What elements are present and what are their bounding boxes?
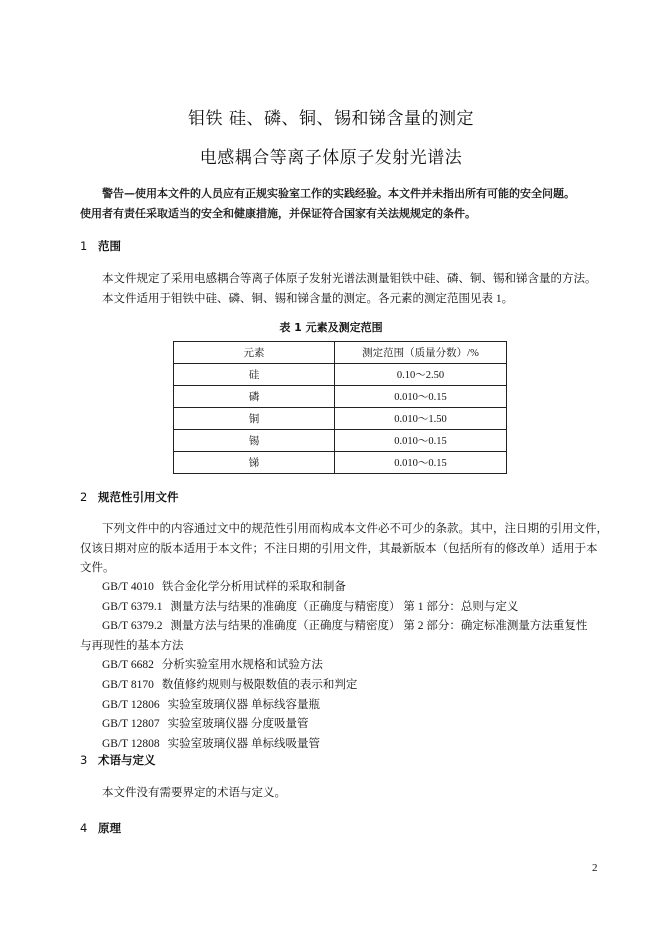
terms-text: 本文件没有需要界定的术语与定义。 [102, 787, 286, 799]
reference-title: 分析实验室用水规格和试验方法 [161, 659, 323, 672]
intro-line2: 仅该日期对应的版本适用于本文件；不注日期的引用文件，其最新版本（包括所有的修改单）适用于本 [80, 542, 598, 555]
reference-list [80, 578, 620, 754]
warning-line2: 使用者有责任采取适当的安全和健康措施，并保证符合国家有关法规规定的条件。 [80, 207, 476, 220]
table-caption: 表 1 元素及测定范围 [279, 321, 383, 334]
column-header-element: 元素 [174, 342, 335, 364]
table-row [174, 386, 507, 408]
range-cell: 0.010～0.15 [335, 386, 507, 408]
reference-title: 测量方法与结果的准确度（正确度与精密度） 第 2 部分：确定标准测量方法重复性 [170, 620, 588, 633]
range-cell: 0.10～2.50 [335, 364, 507, 386]
element-range-table [173, 341, 507, 474]
section-title: 规范性引用文件 [98, 490, 179, 504]
reference-item [80, 617, 620, 637]
reference-code: GB/T 12808 [102, 737, 160, 750]
table-row [174, 408, 507, 430]
reference-code: GB/T 6379.1 [102, 600, 163, 613]
reference-title: 实验室玻璃仪器 单标线吸量管 [167, 737, 320, 750]
reference-code: GB/T 6682 [102, 659, 154, 672]
document-title-line1: 钼铁 硅、磷、铜、锡和锑含量的测定 [188, 109, 474, 129]
intro-line1: 下列文件中的内容通过文中的规范性引用而构成本文件必不可少的条款。其中，注日期的引用文件， [102, 523, 608, 535]
reference-item [80, 656, 620, 676]
table-row [174, 430, 507, 452]
section-number: 4 [80, 821, 88, 835]
table-row [174, 452, 507, 474]
section-heading-principle [80, 820, 121, 836]
section-title: 原理 [98, 821, 121, 835]
section-number: 1 [80, 239, 88, 253]
range-cell: 0.010～1.50 [335, 408, 507, 430]
column-header-range: 测定范围（质量分数）/% [335, 342, 507, 364]
reference-item [80, 696, 620, 716]
reference-code: GB/T 4010 [102, 581, 154, 593]
section-heading-scope [80, 238, 121, 254]
table-row [174, 364, 507, 386]
warning-line1: 警告—使用本文件的人员应有正规实验室工作的实践经验。本文件并未指出所有可能的安全问题。 [102, 187, 575, 200]
normative-intro [80, 520, 610, 579]
reference-item [80, 598, 620, 618]
reference-code: GB/T 6379.2 [102, 620, 163, 633]
section-number: 3 [80, 753, 88, 767]
reference-title: 实验室玻璃仪器 单标线容量瓶 [167, 698, 320, 711]
reference-item [80, 578, 620, 598]
element-cell: 锑 [174, 452, 335, 474]
reference-title: 数值修约规则与极限数值的表示和判定 [161, 678, 358, 691]
section-title: 术语与定义 [98, 753, 156, 767]
element-cell: 铜 [174, 408, 335, 430]
section-number: 2 [80, 490, 88, 504]
section-title: 范围 [98, 239, 121, 253]
reference-item [80, 676, 620, 696]
terms-paragraph [80, 784, 610, 804]
element-cell: 磷 [174, 386, 335, 408]
element-cell: 硅 [174, 364, 335, 386]
reference-code: GB/T 12806 [102, 698, 160, 711]
element-cell: 锡 [174, 430, 335, 452]
reference-item [80, 715, 620, 735]
scope-line1: 本文件规定了采用电感耦合等离子体原子发射光谱法测量钼铁中硅、磷、铜、锡和锑含量的方法。 [102, 273, 597, 285]
reference-title: 测量方法与结果的准确度（正确度与精密度） 第 1 部分：总则与定义 [170, 600, 519, 613]
reference-continuation: 与再现性的基本方法 [80, 639, 184, 652]
range-cell: 0.010～0.15 [335, 452, 507, 474]
intro-line3: 文件。 [80, 562, 115, 574]
safety-warning [80, 184, 620, 224]
range-cell: 0.010～0.15 [335, 430, 507, 452]
reference-code: GB/T 8170 [102, 678, 154, 691]
reference-title: 实验室玻璃仪器 分度吸量管 [167, 718, 309, 731]
scope-paragraph [80, 270, 610, 309]
section-heading-terms [80, 752, 156, 768]
reference-code: GB/T 12807 [102, 718, 160, 731]
reference-item [80, 735, 620, 755]
table-header-row [174, 342, 507, 364]
scope-line2: 本文件适用于钼铁中硅、磷、铜、锡和锑含量的测定。各元素的测定范围见表 1。 [102, 292, 514, 305]
reference-title: 铁合金化学分析用试样的采取和制备 [161, 581, 346, 593]
page-number: 2 [592, 862, 598, 874]
section-heading-normative [80, 489, 179, 505]
document-title-line2: 电感耦合等离子体原子发射光谱法 [199, 148, 463, 168]
